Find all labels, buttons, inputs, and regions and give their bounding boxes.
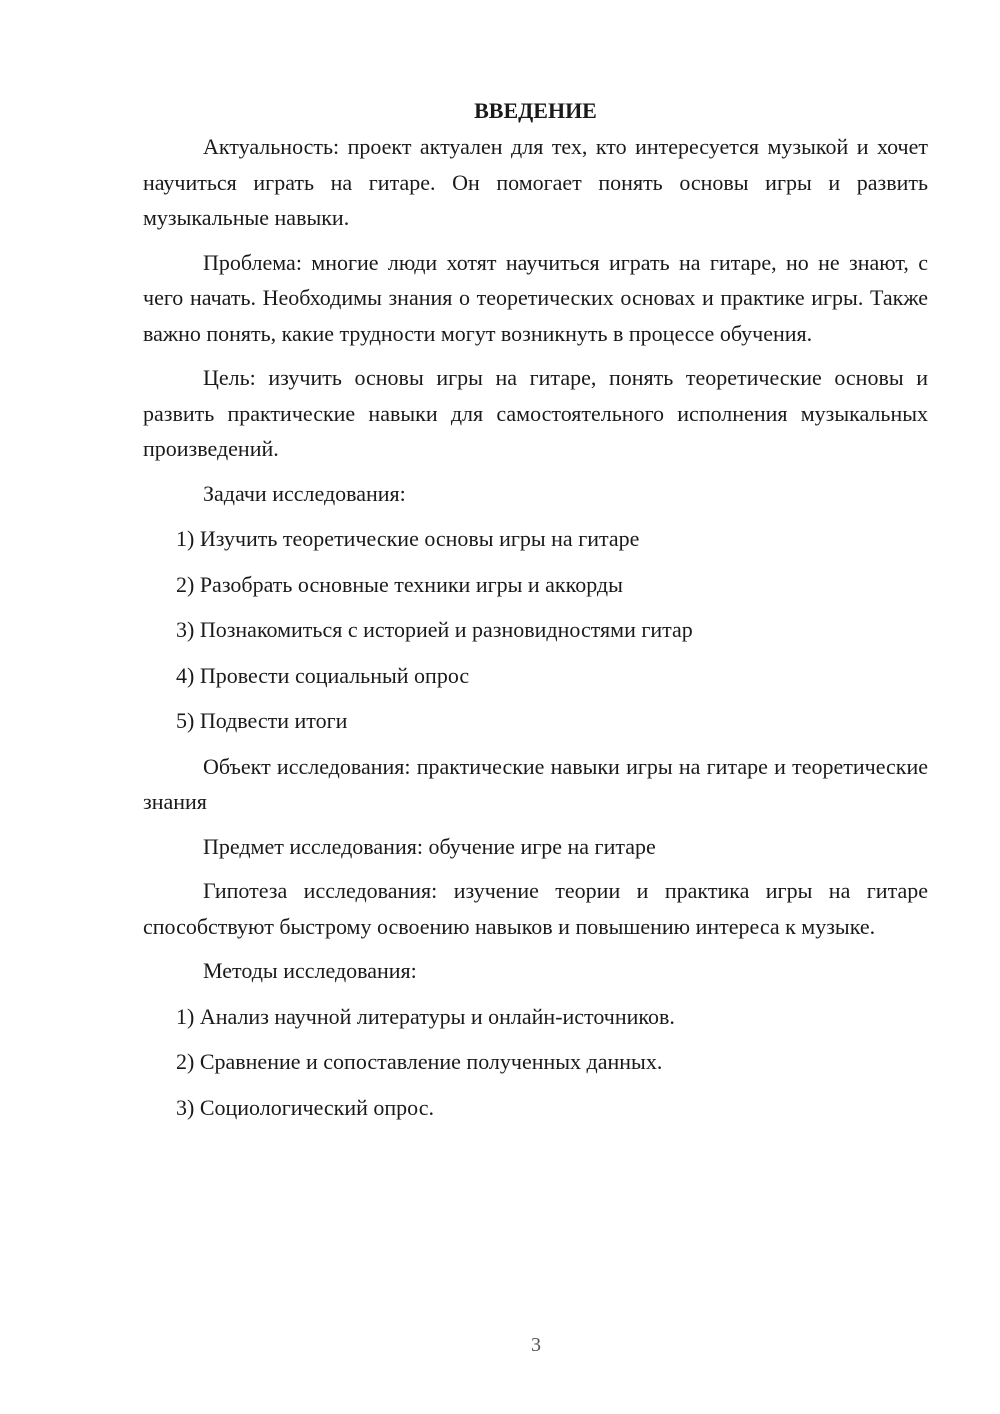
page-title: ВВЕДЕНИЕ xyxy=(474,98,597,123)
list-item: 1) Изучить теоретические основы игры на гитаре xyxy=(176,526,640,551)
problem-paragraph: Проблема: многие люди хотят научиться играть на гитаре, но не знают, с чего начать. Необходимы знания о теоретических основах и практике игры. Также важно понять, какие трудности могут возникнуть в процессе обучения. xyxy=(143,249,928,346)
hypothesis-paragraph: Гипотеза исследования: изучение теории и практика игры на гитаре способствуют быстрому освоению навыков и повышению интереса к музыке. xyxy=(143,878,928,939)
tasks-list xyxy=(143,521,928,739)
list-item: 4) Провести социальный опрос xyxy=(176,662,470,688)
page-number: 3 xyxy=(531,1334,541,1356)
tasks-title: Задачи исследования: xyxy=(203,480,406,506)
list-item: 3) Познакомиться с историей и разновидностями гитар xyxy=(176,617,693,642)
list-item: 2) Разобрать основные техники игры и аккорды xyxy=(176,571,623,597)
relevance-paragraph: Актуальность: проект актуален для тех, кто интересуется музыкой и хочет научиться играть на гитаре. Он помогает понять основы игры и развить музыкальные навыки. xyxy=(143,134,928,230)
methods-title: Методы исследования: xyxy=(203,958,417,983)
goal-paragraph: Цель: изучить основы игры на гитаре, понять теоретические основы и развить практические навыки для самостоятельного исполнения музыкальных произведений. xyxy=(143,365,928,461)
list-item: 1) Анализ научной литературы и онлайн-источников. xyxy=(176,1003,675,1029)
object-paragraph: Объект исследования: практические навыки игры на гитаре и теоретические знания xyxy=(143,753,928,814)
list-item: 5) Подвести итоги xyxy=(176,708,348,733)
document-body xyxy=(143,93,928,1135)
list-item: 3) Социологический опрос. xyxy=(176,1094,434,1120)
subject-paragraph: Предмет исследования: обучение игре на гитаре xyxy=(203,833,656,859)
methods-list xyxy=(143,999,928,1126)
list-item: 2) Сравнение и сопоставление полученных данных. xyxy=(176,1049,663,1074)
